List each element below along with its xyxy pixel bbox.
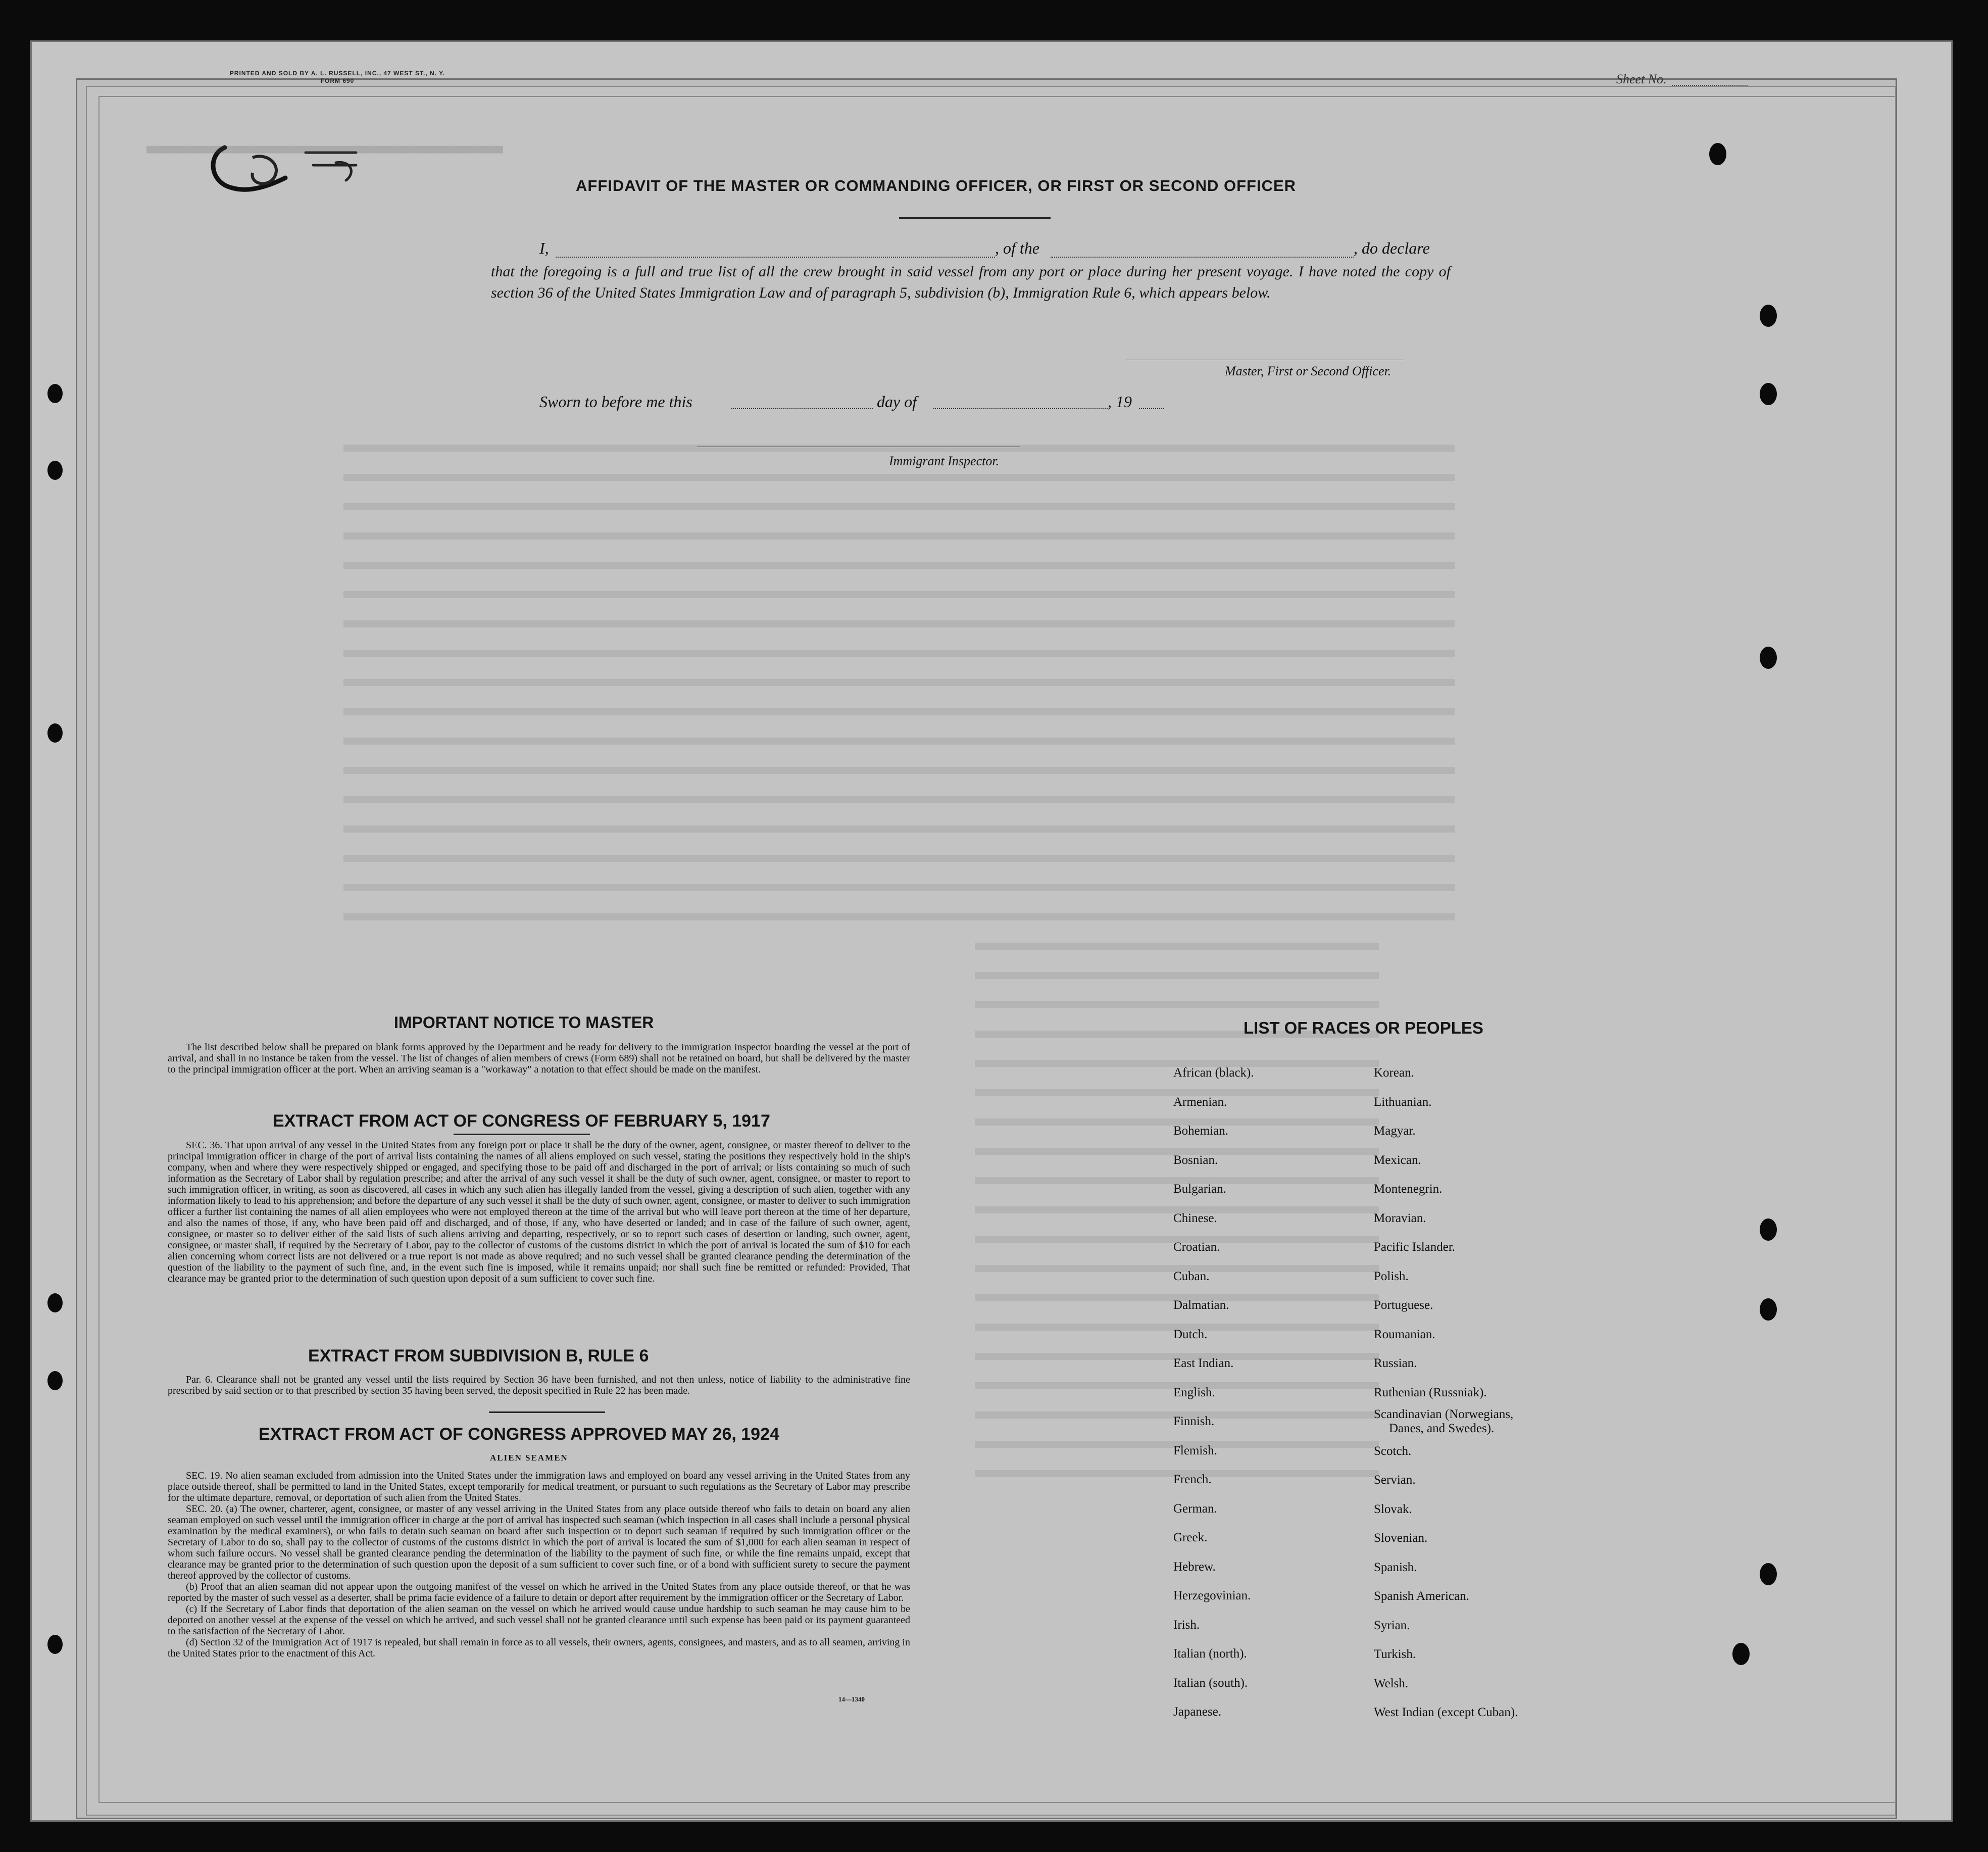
extract-1924-paragraph: (c) If the Secretary of Labor finds that deportation of the alien seaman on the vessel on which he arrived would cause undue hardship to such seaman he may cause him to be deported on another vessel at the expense of the vessel on which he arrived, and such vessel shall not be granted clearance until such expense has been paid or its payment guaranteed to the satisfaction of the Secretary of Labor.	[168, 1603, 910, 1637]
alien-seamen-subtitle: ALIEN SEAMEN	[490, 1453, 568, 1463]
race-item: Dalmatian.	[1173, 1298, 1229, 1312]
race-item: Roumanian.	[1374, 1327, 1435, 1341]
race-item: Bohemian.	[1173, 1124, 1229, 1138]
race-item: Montenegrin.	[1374, 1182, 1443, 1196]
race-item: Cuban.	[1173, 1269, 1210, 1283]
affidavit-body: that the foregoing is a full and true list of all the crew brought in said vessel from any port or place during her present voyage. I have noted the copy of section 36 of the United States Immigration Law and of paragraph 5, subdivision (b), Immigration Rule 6, which appears below.	[491, 263, 1451, 301]
race-item: Servian.	[1374, 1473, 1416, 1487]
race-item: German.	[1173, 1501, 1217, 1516]
race-item: Ruthenian (Russniak).	[1374, 1385, 1487, 1399]
form-number: FORM 690	[320, 77, 355, 84]
punch-hole	[1709, 143, 1726, 165]
race-item: Welsh.	[1374, 1676, 1409, 1690]
race-item: Portuguese.	[1374, 1298, 1433, 1312]
races-title: LIST OF RACES OR PEOPLES	[1244, 1018, 1483, 1037]
bleed-through: ▀▀▀▀▀▀▀▀▀▀▀▀▀▀▀▀▀▀▀▀▀▀▀▀▀▀▀▀▀▀▀▀▀▀▀▀▀▀▀▀▀▀	[146, 147, 503, 162]
sworn-year-line	[1139, 408, 1164, 409]
punch-hole	[47, 1293, 63, 1312]
race-item: Pacific Islander.	[1374, 1240, 1456, 1254]
affidavit-declare-label: , do declare	[1354, 239, 1430, 257]
notice-body	[168, 1042, 910, 1075]
race-item: Moravian.	[1374, 1211, 1426, 1225]
extract-1924-paragraph: (b) Proof that an alien seaman did not appear upon the outgoing manifest of the vessel on which he arrived in the United States from any place outside thereof, or that he was reported by the master of such vessel as a deserter, shall be prima facie evidence of a failure to detain or deport after requirement by the immigration officer or the Secretary of Labor.	[168, 1581, 910, 1603]
punch-hole	[1760, 1219, 1777, 1241]
punch-hole	[1760, 305, 1777, 327]
extract-1924-title: EXTRACT FROM ACT OF CONGRESS APPROVED MAY 26, 1924	[259, 1425, 779, 1444]
inspector-label: Immigrant Inspector.	[889, 454, 1000, 468]
race-item: Turkish.	[1374, 1647, 1416, 1661]
race-item: Greek.	[1173, 1531, 1208, 1544]
sheet-no-label: Sheet No.	[1616, 72, 1667, 86]
race-item-continuation: Danes, and Swedes).	[1389, 1422, 1495, 1435]
race-item: Mexican.	[1374, 1153, 1421, 1167]
race-item: Magyar.	[1374, 1124, 1416, 1138]
race-item: Scotch.	[1374, 1444, 1412, 1458]
punch-hole	[47, 1635, 63, 1654]
race-item: Korean.	[1374, 1066, 1414, 1080]
race-item: Lithuanian.	[1374, 1095, 1432, 1109]
day-of-label: day of	[877, 393, 917, 411]
race-item-line: Scandinavian (Norwegians,	[1374, 1407, 1514, 1421]
punch-hole	[47, 723, 63, 743]
punch-hole	[1760, 647, 1777, 669]
punch-hole	[47, 461, 63, 480]
race-item: Irish.	[1173, 1618, 1200, 1632]
sheet-no-line	[1672, 85, 1748, 86]
race-item: Herzegovinian.	[1173, 1589, 1251, 1602]
punch-hole	[1760, 1298, 1777, 1321]
punch-hole	[47, 1371, 63, 1390]
race-item: West Indian (except Cuban).	[1374, 1705, 1518, 1719]
punch-hole	[1760, 383, 1777, 405]
affidavit-i-label: I,	[539, 239, 549, 257]
race-item: East Indian.	[1173, 1356, 1234, 1370]
master-label: Master, First or Second Officer.	[1225, 364, 1391, 378]
race-item: Polish.	[1374, 1269, 1409, 1283]
race-item: Finnish.	[1173, 1415, 1215, 1428]
extract-rule6-paragraph: Par. 6. Clearance shall not be granted any vessel until the lists required by Section 36 have been furnished, and not then unless, notice of liability to the administrative fine prescribed by said section or to that prescribed by section 35 having been served, the deposit specified in Rule 22 has been made.	[168, 1374, 910, 1396]
race-item: Slovak.	[1374, 1502, 1412, 1516]
vessel-line	[1051, 257, 1354, 258]
punch-hole	[1760, 1563, 1777, 1585]
race-item: Hebrew.	[1173, 1559, 1216, 1574]
name-line	[556, 257, 995, 258]
race-item: Italian (south).	[1173, 1676, 1248, 1690]
punch-hole	[1732, 1643, 1750, 1665]
notice-paragraph: The list described below shall be prepared on blank forms approved by the Department and be ready for delivery to the immigration inspector boarding the vessel at the port of arrival, and shall in no instance be taken from the vessel. The list of changes of alien members of crews (Form 689) shall not be retained on board, but shall be delivered by the master to the principal immigration officer at the port. When an arriving seaman is a "workaway" a notation to that effect should be made on the manifest.	[168, 1042, 910, 1075]
extract-1924-paragraph: (d) Section 32 of the Immigration Act of 1917 is repealed, but shall remain in force as to all vessels, their owners, agents, consignees, and masters, and as to all seamen, arriving in the United States prior to the enactment of this Act.	[168, 1637, 910, 1659]
race-item: Spanish.	[1374, 1560, 1417, 1574]
affidavit-title: AFFIDAVIT OF THE MASTER OR COMMANDING OFFICER, OR FIRST OR SECOND OFFICER	[576, 177, 1297, 194]
extract-rule6-title: EXTRACT FROM SUBDIVISION B, RULE 6	[308, 1346, 649, 1366]
extract-1917-paragraph: SEC. 36. That upon arrival of any vessel in the United States from any foreign port or place it shall be the duty of the owner, agent, consignee, or master thereof to deliver to the principal immigration officer in charge of the port of arrival lists containing the names of all aliens employed on such vessel, stating the positions they respectively hold in the ship's company, when and where they were respectively shipped or engaged, and specifying those to be paid off and discharged in the port of arrival; or lists containing so much of such information as the Secretary of Labor shall by regulation prescribe; and after the arrival of any such vessel it shall be the duty of such owner, agent, consignee, or master to report to such immigration officer, in writing, as soon as discovered, all cases in which any such alien has illegally landed from the vessel, giving a description of such alien, together with any information likely to lead to his apprehension; and before the departure of any such vessel it shall be the duty of such owner, agent, consignee, or master to deliver to such immigration officer a further list containing the names of all alien employees who were not employed thereon at the time of the arrival but who will leave port thereon at the time of her departure, and also the names of those, if any, who have been paid off and discharged, and of those, if any, who have deserted or landed; and in case of the failure of such owner, agent, consignee, or master so to deliver either of the said lists of such aliens arriving and departing, respectively, or so to report such cases of desertion or landing, such owner, agent, consignee, or master shall, if required by the Secretary of Labor, pay to the collector of customs of the customs district in which the port of arrival is located the sum of $10 for each alien concerning whom correct lists are not delivered or a true report is not made as above required; and no such vessel shall be granted clearance pending the determination of the question of the liability to the payment of such fine, and, in the event such fine is imposed, while it remains unpaid; nor shall such fine be remitted or refunded: Provided, That clearance may be granted prior to the determination of such question upon deposit of a sum sufficient to cover such fine.	[168, 1140, 910, 1284]
race-item: African (black).	[1173, 1066, 1254, 1080]
extract-1924-body	[168, 1470, 910, 1659]
title-rule	[899, 217, 1051, 219]
race-item: Armenian.	[1173, 1095, 1227, 1109]
race-item: French.	[1173, 1473, 1212, 1486]
race-item: Bosnian.	[1173, 1153, 1218, 1167]
race-item: Flemish.	[1173, 1443, 1217, 1457]
race-item: English.	[1173, 1385, 1215, 1399]
extract-1917-body	[168, 1140, 910, 1284]
race-item: Chinese.	[1173, 1211, 1217, 1225]
race-item: Japanese.	[1173, 1705, 1222, 1719]
race-item: Bulgarian.	[1173, 1182, 1226, 1196]
extract-1924-paragraph: SEC. 20. (a) The owner, charterer, agent, consignee, or master of any vessel arriving in the United States from any place outside thereof who fails to detain on board any alien seaman employed on such vessel until the immigration officer in charge at the port of arrival has inspected such seaman (which inspection in all cases shall include a personal physical examination by the medical examiners), or who fails to detain such seaman on board after such inspection or to deport such seaman if required by such immigration officer or the Secretary of Labor to do so, shall pay to the collector of customs of the customs district in which the port of arrival is located the sum of $1,000 for each alien seaman in respect of whom such failure occurs. No vessel shall be granted clearance pending the determination of the liability to the payment of such fine, or while the fine remains unpaid, except that clearance may be granted prior to the determination of such question upon the deposit of a sum sufficient to cover such fine, or of a bond with sufficient surety to secure the payment thereof approved by the collector of customs.	[168, 1503, 910, 1581]
race-item: Syrian.	[1374, 1618, 1410, 1632]
sworn-day-line	[731, 408, 873, 409]
race-item: Russian.	[1374, 1356, 1417, 1370]
races-column-2	[1374, 1058, 1518, 1727]
section-rule	[489, 1411, 605, 1413]
races-column-1	[1173, 1058, 1254, 1727]
section-rule	[454, 1134, 590, 1135]
printer-line: PRINTED AND SOLD BY A. L. RUSSELL, INC., 47 WEST ST., N. Y.	[229, 70, 445, 77]
affidavit-of-the-label: , of the	[995, 239, 1039, 257]
extract-1917-title: EXTRACT FROM ACT OF CONGRESS OF FEBRUARY 5, 1917	[273, 1111, 770, 1131]
sworn-month-line	[933, 408, 1108, 409]
extract-1924-paragraph: SEC. 19. No alien seaman excluded from admission into the United States under the immigration laws and employed on board any vessel arriving in the United States from any place outside thereof, shall be permitted to land in the United States, except temporarily for medical treatment, or pursuant to such regulations as the Secretary of Labor may prescribe for the ultimate departure, removal, or deportation of such alien from the United States.	[168, 1470, 910, 1503]
extract-rule6-body	[168, 1374, 910, 1396]
race-item: Croatian.	[1173, 1240, 1220, 1254]
race-item: Dutch.	[1173, 1327, 1208, 1341]
race-item: Italian (north).	[1173, 1647, 1247, 1661]
notice-title: IMPORTANT NOTICE TO MASTER	[394, 1013, 654, 1032]
form-code: 14—1340	[838, 1695, 865, 1703]
race-item-scandinavian	[1374, 1407, 1518, 1437]
race-item: Spanish American.	[1374, 1589, 1469, 1603]
sworn-label: Sworn to before me this	[539, 393, 692, 411]
race-item: Slovenian.	[1374, 1531, 1428, 1545]
year-prefix-label: , 19	[1108, 393, 1132, 411]
punch-hole	[47, 384, 63, 403]
printer-imprint	[161, 70, 514, 85]
